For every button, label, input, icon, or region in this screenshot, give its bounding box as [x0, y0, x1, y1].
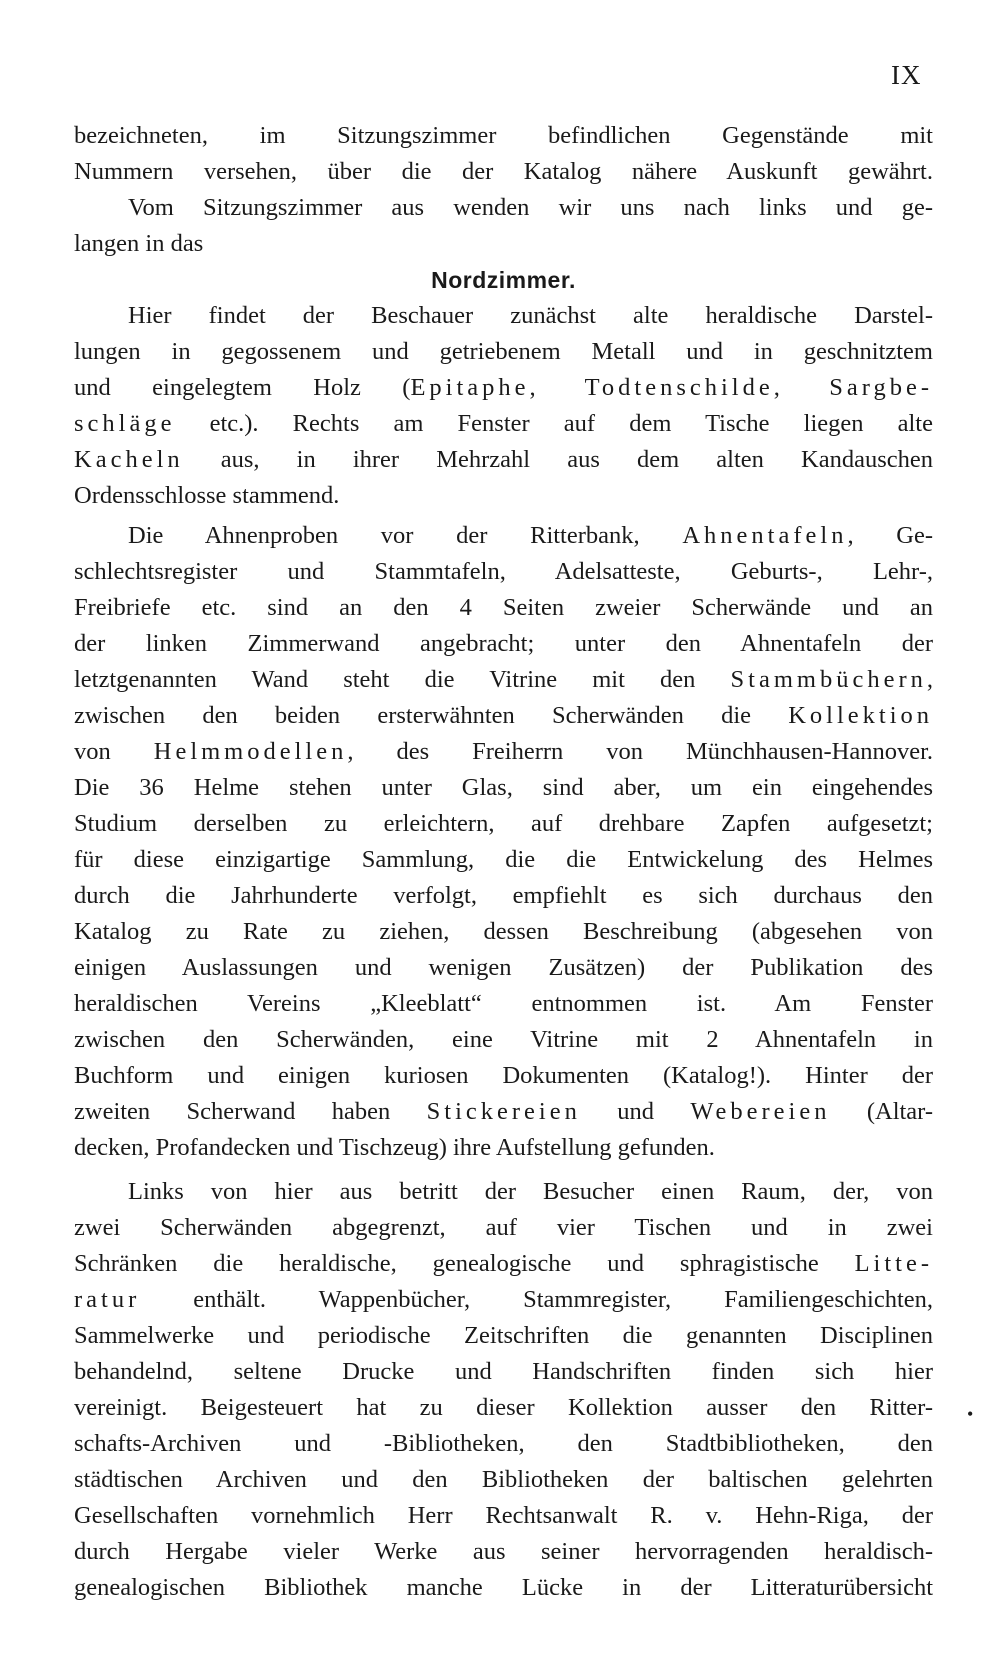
section-heading: Nordzimmer. [431, 267, 576, 293]
text-span: und eingelegtem Holz ( [74, 374, 411, 401]
text-span: und [580, 1098, 691, 1125]
body-text [74, 118, 933, 1606]
text-line [74, 734, 933, 770]
text-line: Gesellschaften vornehmlich Herr Rechtsanwalt R. v. Hehn-Riga, der [74, 1502, 933, 1529]
text-span: letztgenannten Wand steht die Vitrine mit den [74, 666, 731, 693]
spaced-term: Webereien [690, 1098, 831, 1125]
spaced-term: ratur [74, 1286, 141, 1313]
text-line: heraldischen Vereins „Kleeblatt“ entnommen ist. Am Fenster [74, 990, 933, 1017]
text-line [74, 442, 933, 478]
text-span: Die Ahnenproben vor der Ritterbank, [128, 522, 683, 549]
text-line: zwei Scherwänden abgegrenzt, auf vier Tischen und in zwei [74, 1214, 933, 1241]
text-line: Freibriefe etc. sind an den 4 Seiten zweier Scherwände und an [74, 594, 933, 621]
margin-mark: • [967, 1404, 974, 1424]
text-line: durch die Jahrhunderte verfolgt, empfiehlt es sich durchaus den [74, 882, 933, 909]
spaced-term: Helmmodellen [153, 738, 348, 765]
text-line: Nummern versehen, über die der Katalog nähere Auskunft gewährt. [74, 158, 933, 185]
text-span: zwischen den beiden ersterwähnten Scherwänden die [74, 702, 789, 729]
text-line: Buchform und einigen kuriosen Dokumenten (Katalog!). Hinter der [74, 1062, 933, 1089]
spaced-term: schläge [74, 410, 176, 437]
spaced-term: Litte- [854, 1250, 933, 1277]
text-line [74, 370, 933, 406]
text-line: Studium derselben zu erleichtern, auf drehbare Zapfen aufgesetzt; [74, 810, 933, 837]
text-line: lungen in gegossenem und getriebenem Metall und in geschnitztem [74, 338, 933, 365]
text-span: Schränken die heraldische, genealogische und sphragistische [74, 1250, 855, 1277]
text-line: bezeichneten, im Sitzungszimmer befindlichen Gegenstände mit [74, 122, 933, 149]
text-line: Hier findet der Beschauer zunächst alte heraldische Darstel- [128, 302, 933, 329]
text-line [74, 1282, 933, 1318]
text-line: schafts-Archiven und -Bibliotheken, den Stadtbibliotheken, den [74, 1430, 933, 1457]
text-line: für diese einzigartige Sammlung, die die Entwickelung des Helmes [74, 846, 933, 873]
text-line: vereinigt. Beigesteuert hat zu dieser Kollektion ausser den Ritter- [74, 1394, 933, 1421]
spaced-term: Kollektion [788, 702, 933, 729]
text-span: , Ge- [847, 522, 933, 549]
text-line: Die 36 Helme stehen unter Glas, sind aber, um ein eingehendes [74, 774, 933, 801]
text-line: Links von hier aus betritt der Besucher einen Raum, der, von [128, 1178, 933, 1205]
text-line: behandelnd, seltene Drucke und Handschriften finden sich hier [74, 1358, 933, 1385]
text-span: , des Freiherrn von Münchhausen-Hannover. [347, 738, 933, 765]
text-line: langen in das [74, 230, 204, 257]
text-line: der linken Zimmerwand angebracht; unter den Ahnentafeln der [74, 630, 933, 657]
text-line [74, 406, 933, 442]
text-line [74, 518, 933, 554]
text-line: zwischen den Scherwänden, eine Vitrine mit 2 Ahnentafeln in [74, 1026, 933, 1053]
spaced-term: Stammbüchern [730, 666, 927, 693]
text-line [74, 1094, 933, 1130]
spaced-term: Stickereien [426, 1098, 581, 1125]
text-line: schlechtsregister und Stammtafeln, Adelsatteste, Geburts-, Lehr-, [74, 558, 933, 585]
spaced-term: Epitaphe, Todtenschilde, Sargbe- [410, 374, 933, 401]
text-span: (Altar- [830, 1098, 933, 1125]
text-span: etc.). Rechts am Fenster auf dem Tische liegen alte [175, 410, 933, 437]
text-span: zweiten Scherwand haben [74, 1098, 427, 1125]
text-line: Sammelwerke und periodische Zeitschriften die genannten Disciplinen [74, 1322, 933, 1349]
text-line [74, 662, 933, 698]
text-line: städtischen Archiven und den Bibliotheken der baltischen gelehrten [74, 1466, 933, 1493]
text-span: aus, in ihrer Mehrzahl aus dem alten Kandauschen [183, 446, 933, 473]
text-line: einigen Auslassungen und wenigen Zusätzen) der Publikation des [74, 954, 933, 981]
spaced-term: Kacheln [74, 446, 184, 473]
text-line [74, 698, 933, 734]
text-line: durch Hergabe vieler Werke aus seiner hervorragenden heraldisch- [74, 1538, 933, 1565]
page-number: IX [891, 60, 922, 90]
text-line: genealogischen Bibliothek manche Lücke in der Litteraturübersicht [74, 1574, 933, 1601]
spaced-term: Ahnentafeln [682, 522, 848, 549]
text-span: von [74, 738, 154, 765]
text-line: decken, Profandecken und Tischzeug) ihre Aufstellung gefunden. [74, 1134, 715, 1161]
text-line [74, 1246, 933, 1282]
text-span: , [926, 666, 933, 693]
text-line: Vom Sitzungszimmer aus wenden wir uns nach links und ge- [128, 194, 933, 221]
text-span: enthält. Wappenbücher, Stammregister, Familiengeschichten, [140, 1286, 933, 1313]
text-line: Ordensschlosse stammend. [74, 482, 340, 509]
text-line: Katalog zu Rate zu ziehen, dessen Beschreibung (abgesehen von [74, 918, 933, 945]
